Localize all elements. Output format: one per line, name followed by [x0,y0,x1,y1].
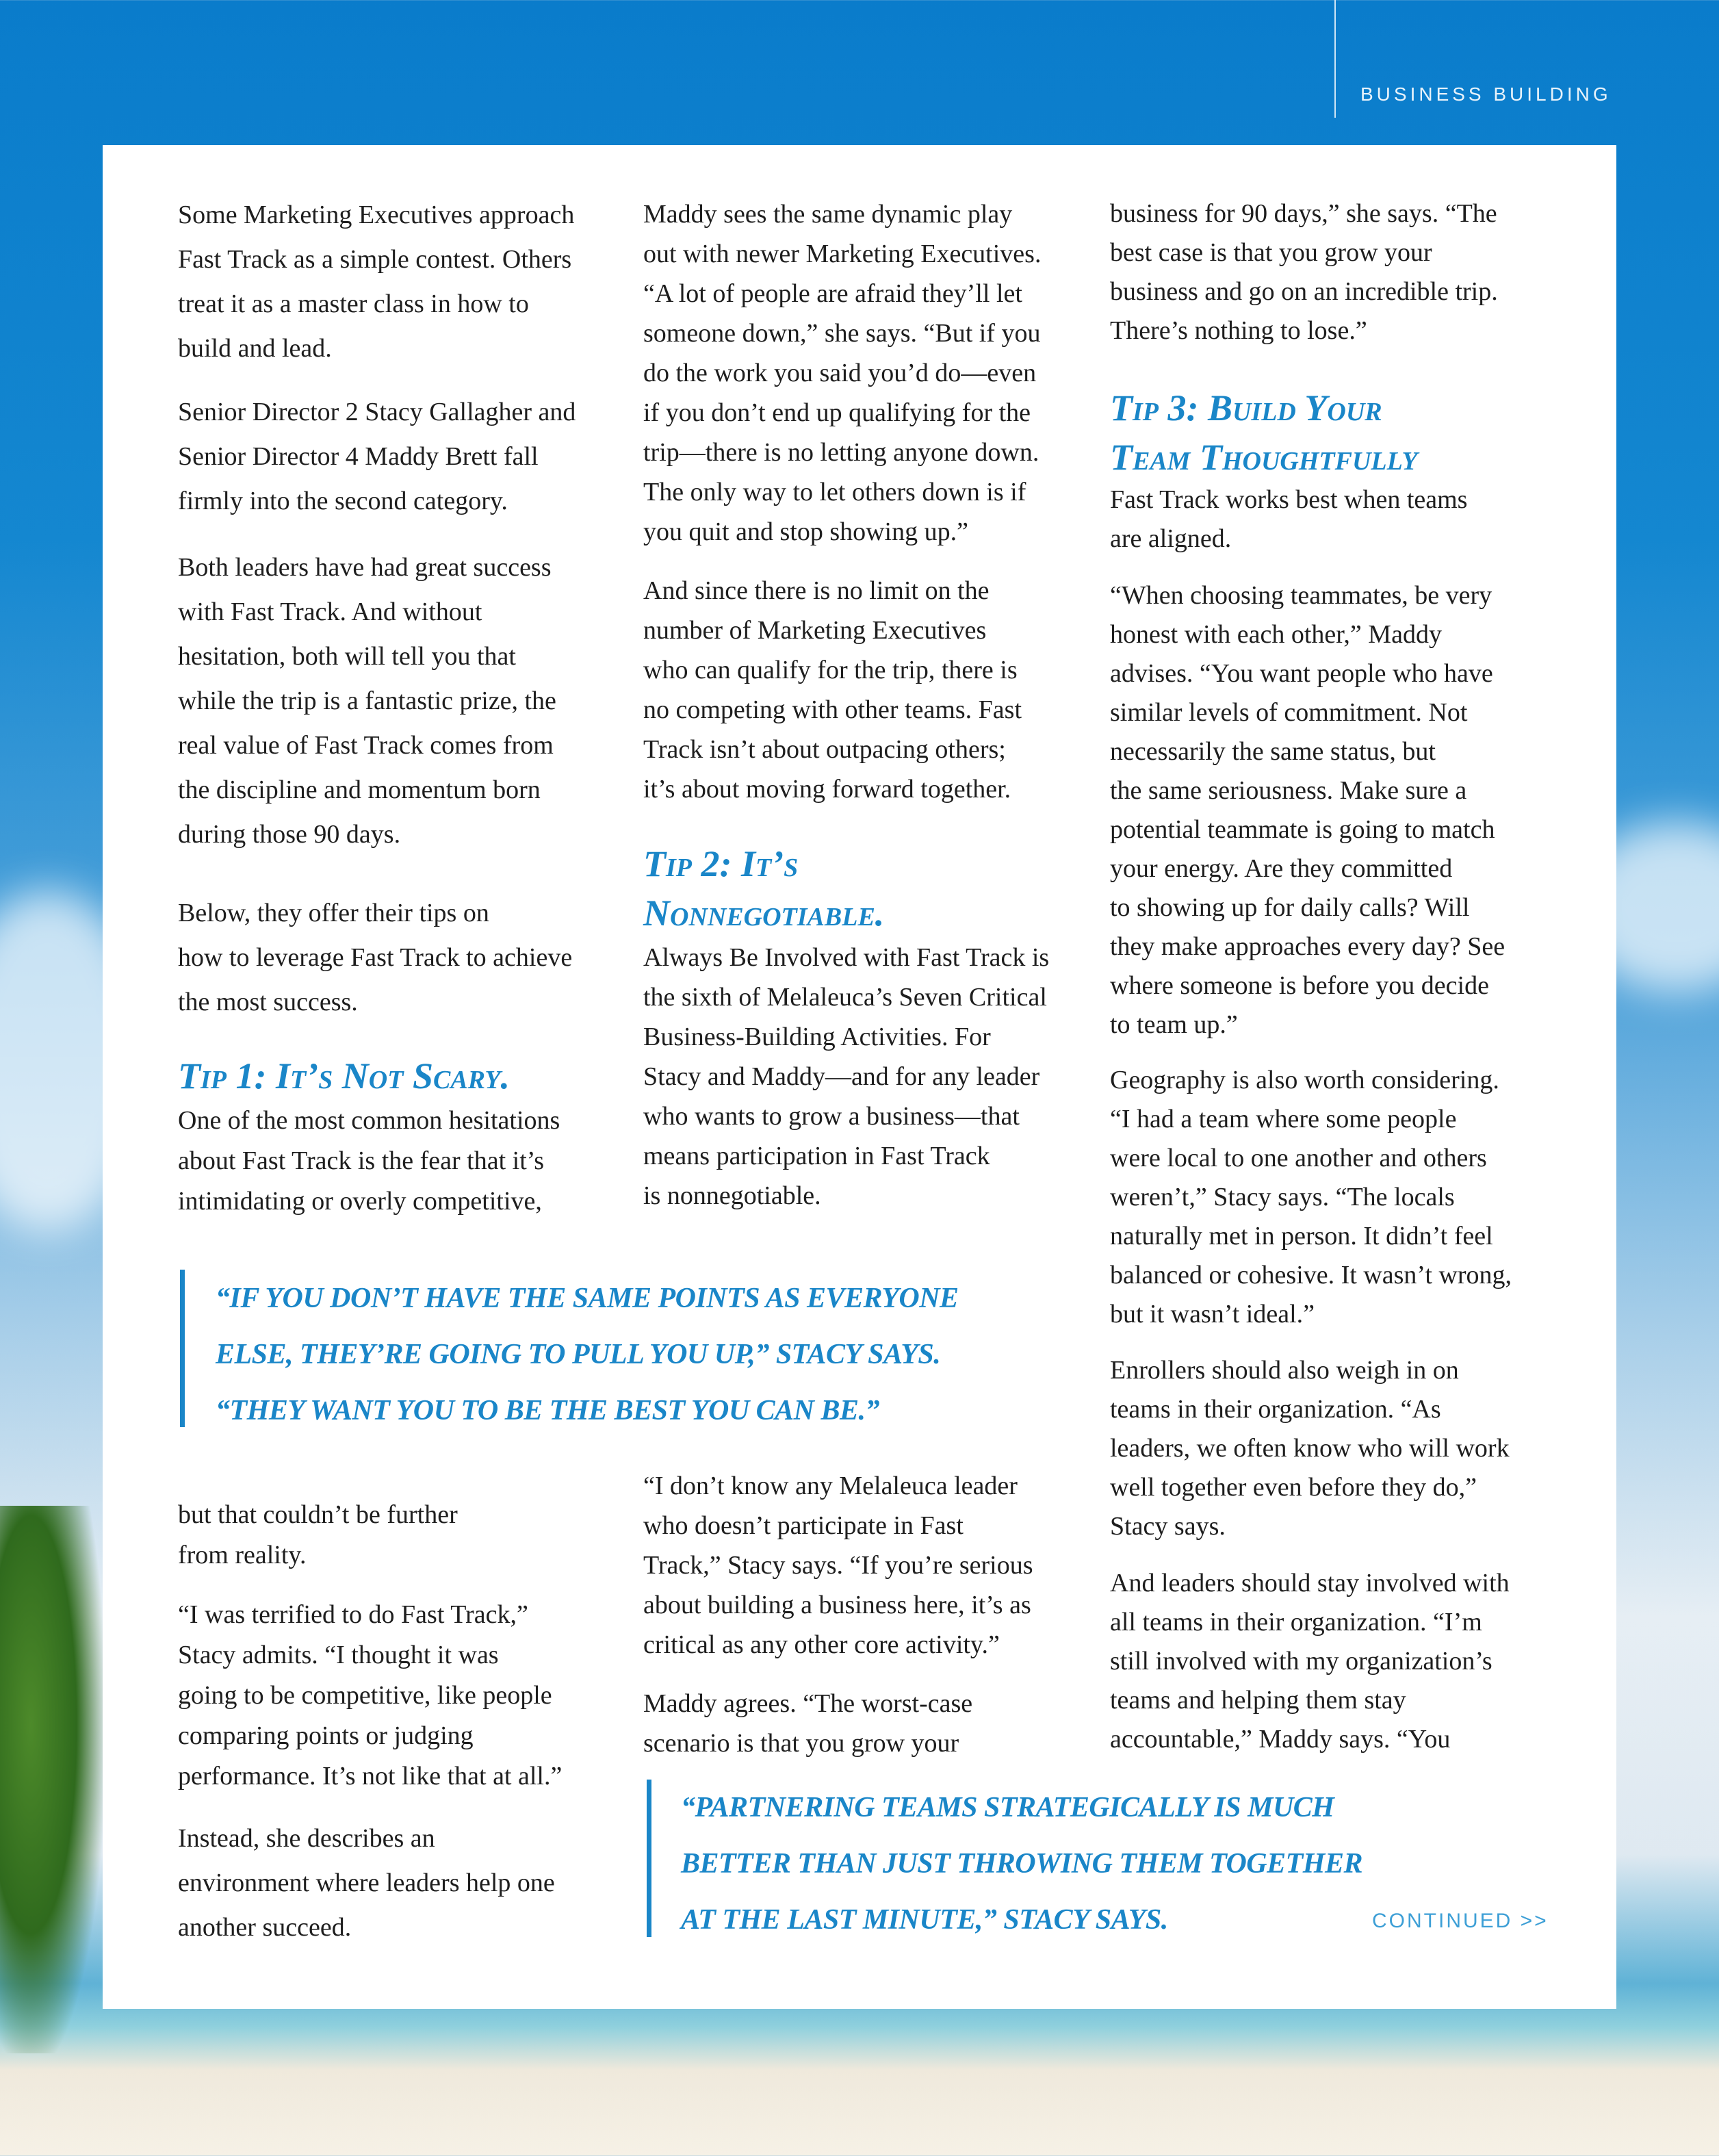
paragraph: Below, they offer their tips on how to leverage Fast Track to achieve the most success. [178,899,573,1016]
pull-quote: “PARTNERING TEAMS STRATEGICALLY IS MUCH BETTER THAN JUST THROWING THEM TOGETHER AT THE LAST MINUTE,” STACY SAYS. [681,1792,1363,1936]
section-label: BUSINESS BUILDING [1360,84,1612,105]
paragraph: “I don’t know any Melaleuca leader who doesn’t participate in Fast Track,” Stacy says. “If you’re serious about building a business here, it’s as critical as any other core activity.” [643,1472,1033,1659]
paragraph: Senior Director 2 Stacy Gallagher and Senior Director 4 Maddy Brett fall firmly into the second category. [178,398,576,515]
paragraph: Fast Track works best when teams are aligned. [1110,485,1468,553]
continued-link[interactable]: CONTINUED >> [1372,1910,1549,1932]
paragraph: but that couldn’t be further from reality. [178,1500,458,1569]
paragraph: And leaders should stay involved with all teams in their organization. “I’m still involved with my organization’s teams and helping them stay accountable,” Maddy says. “You [1110,1569,1510,1754]
paragraph: Maddy agrees. “The worst-case scenario is that you grow your [643,1689,973,1758]
paragraph: Some Marketing Executives approach Fast Track as a simple contest. Others treat it as a master class in how to build and lead. [178,201,575,363]
divider [1334,0,1336,118]
paragraph: “I was terrified to do Fast Track,” Stacy admits. “I thought it was going to be competitive, like people comparing points or judging performance. It’s not like that at all.” [178,1600,563,1791]
paragraph: Both leaders have had great success with Fast Track. And without hesitation, both will tell you that while the trip is a fantastic prize, the real value of Fast Track comes from the discipline and momentum born during those 90 days. [178,553,556,849]
tip-3-heading: Tip 3: Build Your Team Thoughtfully [1110,387,1418,478]
paragraph: business for 90 days,” she says. “The best case is that you grow your business and go on an incredible trip. There’s nothing to lose.” [1110,199,1498,345]
paragraph: Geography is also worth considering. “I had a team where some people were local to one another and others weren’t,” Stacy says. “The locals naturally met in person. It didn’t feel balanced or cohesive. It wasn’t wrong, but it wasn’t ideal.” [1110,1066,1512,1329]
paragraph: Always Be Involved with Fast Track is the sixth of Melaleuca’s Seven Critical Business-Building Activities. For Stacy and Maddy—and for any leader who wants to grow a business—that means participation in Fast Track is nonnegotiable. [643,943,1050,1210]
pull-quote: “IF YOU DON’T HAVE THE SAME POINTS AS EVERYONE ELSE, THEY’RE GOING TO PULL YOU UP,” STACY SAYS. “THEY WANT YOU TO BE THE BEST YOU CAN BE.” [216,1283,959,1426]
pull-quote-bar [647,1780,651,1937]
paragraph: Maddy sees the same dynamic play out with newer Marketing Executives. “A lot of people are afraid they’ll let someone down,” she says. “But if you do the work you said you’d do—even if you don’t end up qualifying for the trip—there is no letting anyone down. The only way to let others down is if you quit and stop showing up.” [643,200,1042,546]
paragraph: Enrollers should also weigh in on teams in their organization. “As leaders, we often know who will work well together even before they do,” Stacy says. [1110,1356,1510,1541]
palm-tree-image [0,1506,103,2053]
paragraph: Instead, she describes an environment where leaders help one another succeed. [178,1824,555,1942]
paragraph: And since there is no limit on the number of Marketing Executives who can qualify for the trip, there is no competing with other teams. Fast Track isn’t about outpacing others; it’s about moving forward together. [643,576,1022,804]
paragraph: One of the most common hesitations about Fast Track is the fear that it’s intimidating or overly competitive, [178,1106,560,1216]
tip-2-heading: Tip 2: It’s Nonnegotiable. [643,843,885,934]
tip-1-heading: Tip 1: It’s Not Scary. [178,1055,510,1096]
pull-quote-bar [180,1270,185,1427]
paragraph: “When choosing teammates, be very honest with each other,” Maddy advises. “You want people who have similar levels of commitment. Not necessarily the same status, but the same seriousness. Make sure a potential teammate is going to match your energy. Are they committed to showing up for daily calls? Will they make approaches every day? See where someone is before you decide to team up.” [1110,581,1505,1039]
